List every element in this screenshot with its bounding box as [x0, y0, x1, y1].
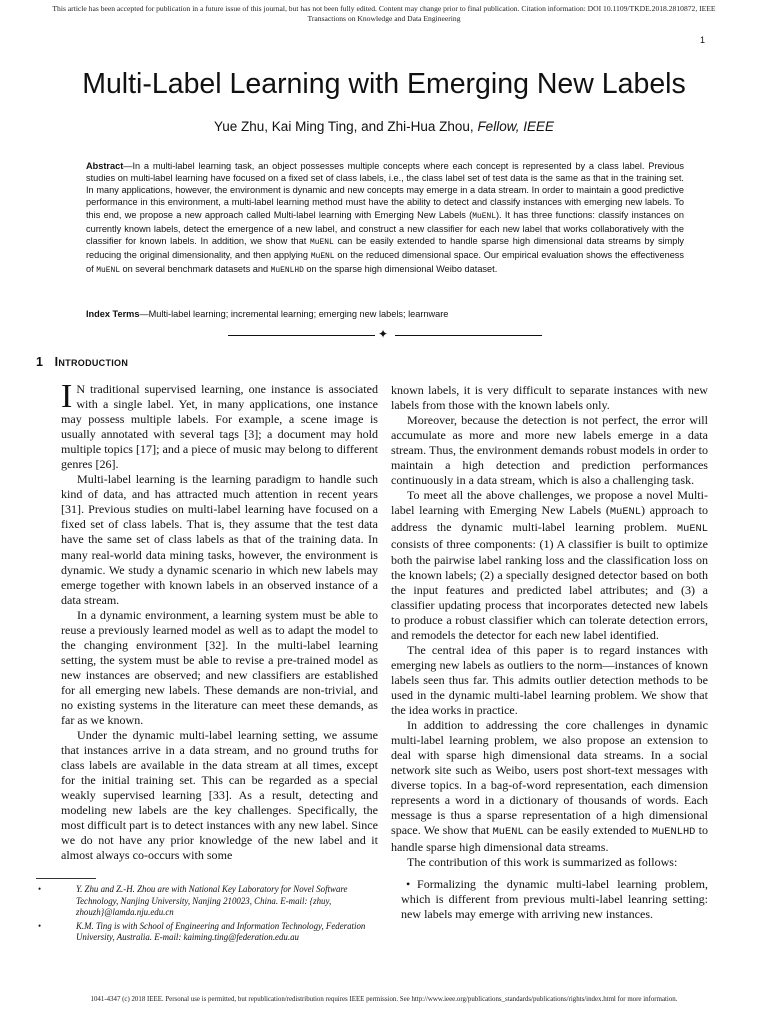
- paragraph: [61, 378, 378, 472]
- abstract-text-4: on the reduced dimensional space. Our empirical evaluation shows the effectiveness of: [86, 250, 684, 275]
- index-terms-text: —Multi-label learning; incremental learning; emerging new labels; learnware: [139, 309, 449, 319]
- method-name: MuENL: [676, 523, 708, 536]
- footnote-rule: [36, 878, 96, 879]
- paper-title: Multi-Label Learning with Emerging New Labels: [82, 68, 686, 100]
- footnote-text: Y. Zhu and Z.-H. Zhou are with National Key Laboratory for Novel Software Technology, Nanjing University, Nanjing 210023, China. E-mail: {zhuy, zhouzh}@lamda.nju.edu.cn: [76, 884, 348, 917]
- section-heading: [36, 355, 128, 369]
- footnotes: [36, 884, 380, 946]
- notice-line-1: This article has been accepted for publication in a future issue of this journal, but has not been fully edited. Content may change prior to final publication. Citation information: DOI 10.1109/TKDE.2018.2810872, IEEE: [52, 4, 716, 13]
- author-suffix: Fellow, IEEE: [477, 119, 554, 134]
- paragraph: known labels, it is very difficult to separate instances with new labels from those with the known labels only.: [391, 383, 708, 413]
- publication-notice: [0, 4, 768, 24]
- method-name: MuENL: [609, 506, 641, 519]
- drop-cap: I: [61, 378, 73, 415]
- paragraph: The central idea of this paper is to regard instances with emerging new labels as outliers to the norm—instances of known labels seen thus far. This admits outlier detection methods to be used in the dynamic multi-label learning problem. We show that the idea works in practice.: [391, 642, 708, 717]
- paper-authors: [0, 119, 768, 134]
- method-name: MuENL: [492, 826, 524, 839]
- paragraph-text: can be easily extended to: [523, 823, 652, 838]
- paragraph: In a dynamic environment, a learning system must be able to reuse a previously learned model as well as to adapt the model to the changing environment [32]. In the multi-label learning setting, the system must be able to revise a pre-trained model as new instances are observed; and new classifiers are established for all emerging new labels. These demands are non-trivial, and no existing systems in the literature can meet these demands, as far as we known.: [61, 607, 378, 728]
- paragraph-text: In addition to addressing the core challenges in dynamic multi-label learning problem, we also propose an extension to deal with sparse high dimensional data streams. In a social network site such as Weibo, users post short-text messages with diverse topics. In a bag-of-word representation, each dimension represents a word in a dictionary of thousands of words. Each message is thus a sparse representation of a high dimensional space. We show that: [391, 718, 708, 838]
- method-name: MuENLHD: [270, 266, 304, 276]
- paragraph: The contribution of this work is summarized as follows:: [407, 855, 678, 870]
- paragraph-text: To meet all the above challenges, we propose a novel Multi-label learning with Emerging New Labels (: [391, 488, 708, 518]
- paragraph: Multi-label learning is the learning paradigm to handle such kind of data, and has attracted much attention in recent years [31]. Previous studies on multi-label learning have focused on a fixed set of class labels. That is, they assume that the test data have the same set of class labels as that of the training data. In many real-world data mining tasks, however, the environment is dynamic. We study a dynamic scenario in which new labels may emerge together with known labels in an observed instance of a data stream.: [61, 472, 378, 607]
- page-number: 1: [699, 35, 705, 45]
- paragraph-text: N traditional supervised learning, one instance is associated with a single label. Yet, in many applications, one instance may possess multiple labels. For example, a scene image is usually annotated with several tags [3]; a document may hold multiple topics [17]; and a piece of music may belong to different genres [26].: [61, 382, 378, 472]
- divider-line-left: [228, 335, 375, 336]
- bullet: •: [38, 884, 42, 894]
- index-terms: [86, 309, 684, 319]
- divider-mark: ✦: [378, 327, 389, 341]
- left-column: [61, 378, 378, 864]
- abstract-text-2: ). It has three functions: classify instances on currently known labels, detect the emergence of a new label, and construct a new classifier for each new label that works collaboratively with the classifier for known labels. In addition, we show that: [86, 209, 684, 246]
- section-divider: [228, 329, 542, 341]
- paragraph-text: to handle sparse high dimensional data streams.: [391, 823, 708, 855]
- contribution-text: Formalizing the dynamic multi-label learning problem, which is different from previous multi-label leanring setting: new labels may emerge with arriving new instances.: [401, 876, 708, 921]
- paragraph: Under the dynamic multi-label learning setting, we assume that instances arrive in a data stream, and no ground truths for class labels are available in the data stream at all times, except for the initial training set. This can be regarded as a special weakly supervised learning [33]. As a result, detecting and modeling new labels are the key challenges. Specifically, the most difficult part is to detect instances with any new label. Since we do not have any prior knowledge of the new label and it almost always co-occurs with some: [61, 728, 378, 863]
- method-name: MuENL: [310, 237, 334, 247]
- notice-line-2: Transactions on Knowledge and Data Engineering: [307, 14, 461, 23]
- footnote: [36, 921, 380, 944]
- divider-line-right: [395, 335, 542, 336]
- abstract-label: Abstract: [86, 161, 124, 171]
- footnote-text: K.M. Ting is with School of Engineering and Information Technology, Federation University, Australia. E-mail: kaiming.ting@federation.edu.au: [76, 920, 366, 942]
- paragraph: [391, 718, 708, 855]
- contribution-item: [391, 877, 708, 922]
- method-name: MuENLHD: [651, 826, 696, 839]
- abstract-text-6: on the sparse high dimensional Weibo dataset.: [303, 264, 498, 275]
- abstract-text-5: on several benchmark datasets and: [119, 264, 271, 275]
- paragraph-text: ) approach to address the dynamic multi-label learning problem.: [391, 503, 708, 535]
- bullet: •: [406, 876, 411, 891]
- copyright-footer: 1041-4347 (c) 2018 IEEE. Personal use is permitted, but republication/redistribution requires IEEE permission. See http://www.ieee.org/publications_standards/publications/rights/index.html for more information.: [90, 996, 678, 1003]
- paragraph: Moreover, because the detection is not perfect, the error will accumulate as more and more new labels emerge in a data stream. Thus, the environment demands robust models in order to maintain a high detection and prediction performances continuously in a data stream, which is also a challenging task.: [391, 413, 708, 488]
- index-terms-label: Index Terms: [86, 309, 140, 319]
- footnote: [36, 884, 380, 919]
- method-name: MuENL: [310, 252, 335, 262]
- abstract-text-3: can be easily extended to handle sparse high dimensional data streams by simply reducing the original dimensionality, and then applying: [86, 235, 685, 261]
- abstract-text-1: —In a multi-label learning task, an object possesses multiple concepts where each concept is represented by a class label. Previous studies on multi-label learning have focused on a fixed set of class labels, i.e., the class label set of test data is the same as that in the training set. In many applications, however, the environment is dynamic and new concepts may emerge in a data stream. In order to maintain a good predictive performance in this environment, a multi-label learning method must have the ability to detect and classify instances with emerging new labels. To this end, we propose a new approach called Multi-label learning with Emerging New Labels (: [86, 161, 684, 220]
- abstract: [86, 160, 684, 277]
- section-number: 1: [36, 355, 44, 369]
- author-names: Yue Zhu, Kai Ming Ting, and Zhi-Hua Zhou,: [214, 119, 474, 134]
- paragraph-text: consists of three components: (1) A classifier is built to optimize both the pairwise label ranking loss and the classification loss on the known labels; (2) a specially designed detector based on both the input features and predicted label attributes; and (3) a classifier updating process that incorporates detected new labels to produce a robust classifier which can tolerate detection errors, and remodels the detector for each new label identified.: [391, 537, 708, 642]
- section-title: Introduction: [54, 355, 129, 369]
- method-name: MuENL: [472, 211, 496, 221]
- right-column: [391, 383, 708, 922]
- bullet: •: [38, 920, 42, 931]
- method-name: MuENL: [96, 266, 120, 276]
- paragraph: [391, 488, 708, 642]
